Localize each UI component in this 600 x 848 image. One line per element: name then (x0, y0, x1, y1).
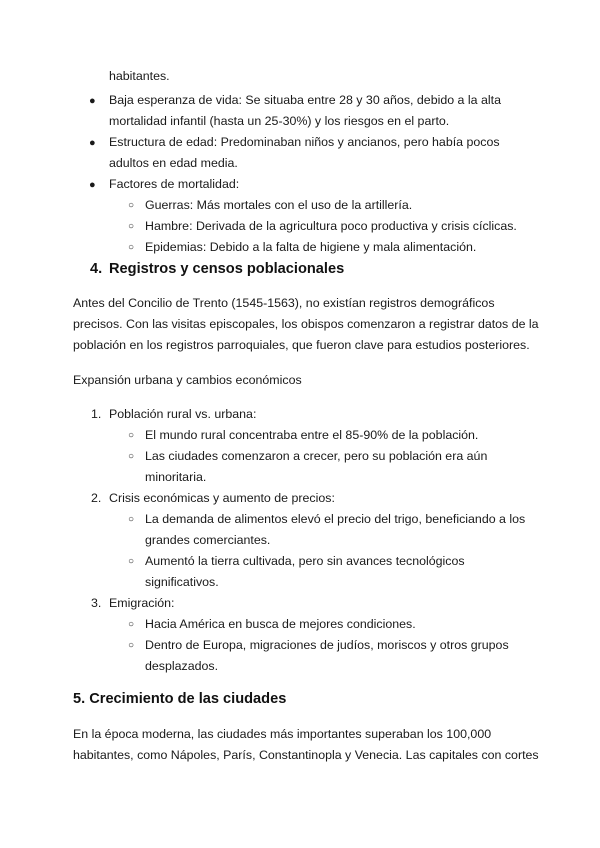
list-number: 2. (91, 491, 102, 505)
sub-list-item: Hacia América en busca de mejores condiciones. (145, 617, 416, 631)
circle-bullet-icon: ○ (128, 451, 135, 462)
bullet-icon: ● (89, 137, 96, 149)
sub-list-item: grandes comerciantes. (145, 533, 271, 547)
numbered-item-label: Población rural vs. urbana: (109, 407, 257, 421)
circle-bullet-icon: ○ (128, 242, 135, 253)
sub-list-item: significativos. (145, 575, 219, 589)
list-item-text: mortalidad infantil (hasta un 25-30%) y los riesgos en el parto. (109, 114, 450, 128)
list-number: 1. (91, 407, 102, 421)
list-item-text: Baja esperanza de vida: Se situaba entre 28 y 30 años, debido a la alta (109, 93, 501, 107)
circle-bullet-icon: ○ (128, 221, 135, 232)
paragraph-line: precisos. Con las visitas episcopales, los obispos comenzaron a registrar datos de la (73, 317, 539, 331)
bullet-icon: ● (89, 179, 96, 191)
circle-bullet-icon: ○ (128, 640, 135, 651)
section-heading: 5. Crecimiento de las ciudades (73, 691, 287, 707)
numbered-item-label: Crisis económicas y aumento de precios: (109, 491, 335, 505)
circle-bullet-icon: ○ (128, 200, 135, 211)
list-continued-line: habitantes. (109, 69, 170, 83)
sub-list-item: Hambre: Derivada de la agricultura poco productiva y crisis cíclicas. (145, 219, 517, 233)
section-heading: Registros y censos poblacionales (109, 261, 345, 277)
paragraph-line: Antes del Concilio de Trento (1545-1563), no existían registros demográficos (73, 296, 495, 310)
sub-list-item: Aumentó la tierra cultivada, pero sin avances tecnológicos (145, 554, 465, 568)
sub-list-item: Las ciudades comenzaron a crecer, pero su población era aún (145, 449, 488, 463)
circle-bullet-icon: ○ (128, 430, 135, 441)
subsection-title: Expansión urbana y cambios económicos (73, 373, 302, 387)
paragraph-line: habitantes, como Nápoles, París, Constantinopla y Venecia. Las capitales con cortes (73, 748, 539, 762)
sub-list-item: desplazados. (145, 659, 219, 673)
circle-bullet-icon: ○ (128, 514, 135, 525)
paragraph-line: población en los registros parroquiales, que fueron clave para estudios posteriores. (73, 338, 530, 352)
circle-bullet-icon: ○ (128, 619, 135, 630)
circle-bullet-icon: ○ (128, 556, 135, 567)
bullet-icon: ● (89, 95, 96, 107)
list-item-text: Factores de mortalidad: (109, 177, 240, 191)
list-item-text: adultos en edad media. (109, 156, 238, 170)
section-number: 4. (90, 261, 103, 277)
sub-list-item: minoritaria. (145, 470, 207, 484)
paragraph-line: En la época moderna, las ciudades más importantes superaban los 100,000 (73, 727, 492, 741)
sub-list-item: La demanda de alimentos elevó el precio del trigo, beneficiando a los (145, 512, 526, 526)
list-item-text: Estructura de edad: Predominaban niños y ancianos, pero había pocos (109, 135, 500, 149)
numbered-item-label: Emigración: (109, 596, 175, 610)
sub-list-item: Dentro de Europa, migraciones de judíos, moriscos y otros grupos (145, 638, 509, 652)
sub-list-item: El mundo rural concentraba entre el 85-90% de la población. (145, 428, 479, 442)
sub-list-item: Guerras: Más mortales con el uso de la artillería. (145, 198, 413, 212)
sub-list-item: Epidemias: Debido a la falta de higiene y mala alimentación. (145, 240, 477, 254)
list-number: 3. (91, 596, 102, 610)
